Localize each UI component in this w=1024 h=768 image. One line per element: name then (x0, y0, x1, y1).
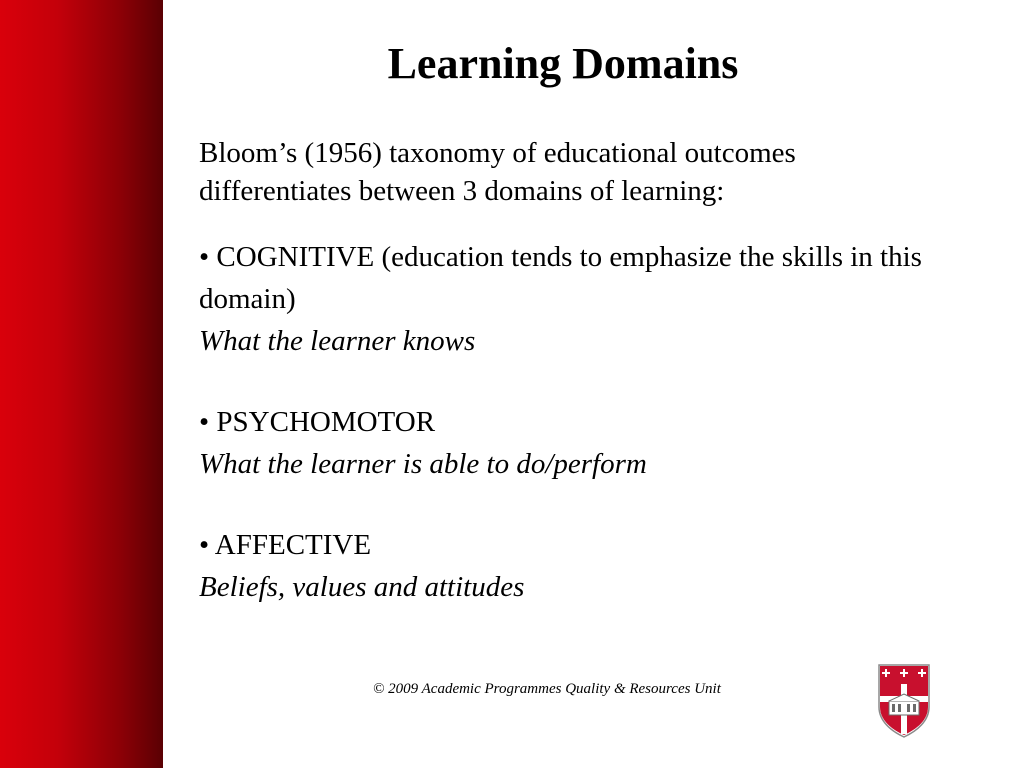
domain-psychomotor-heading: • PSYCHOMOTOR (199, 406, 436, 438)
domain-psychomotor-description: What the learner is able to do/perform (199, 448, 647, 480)
spacer (199, 362, 939, 401)
sidebar-gradient-bar (0, 0, 163, 768)
domain-cognitive-description: What the learner knows (199, 325, 476, 357)
domain-affective-description: Beliefs, values and attitudes (199, 571, 525, 603)
domain-cognitive-heading: • COGNITIVE (education tends to emphasize the skills in this domain) (199, 241, 922, 315)
slide-title: Learning Domains (387, 39, 739, 88)
domain-affective-heading: • AFFECTIVE (199, 529, 372, 561)
university-crest-icon (877, 663, 931, 739)
footer-copyright: © 2009 Academic Programmes Quality & Resources Unit (373, 681, 721, 697)
spacer (199, 485, 939, 524)
slide-body (199, 134, 939, 608)
intro-text: Bloom’s (1956) taxonomy of educational outcomes differentiates between 3 domains of learning: (199, 137, 796, 207)
